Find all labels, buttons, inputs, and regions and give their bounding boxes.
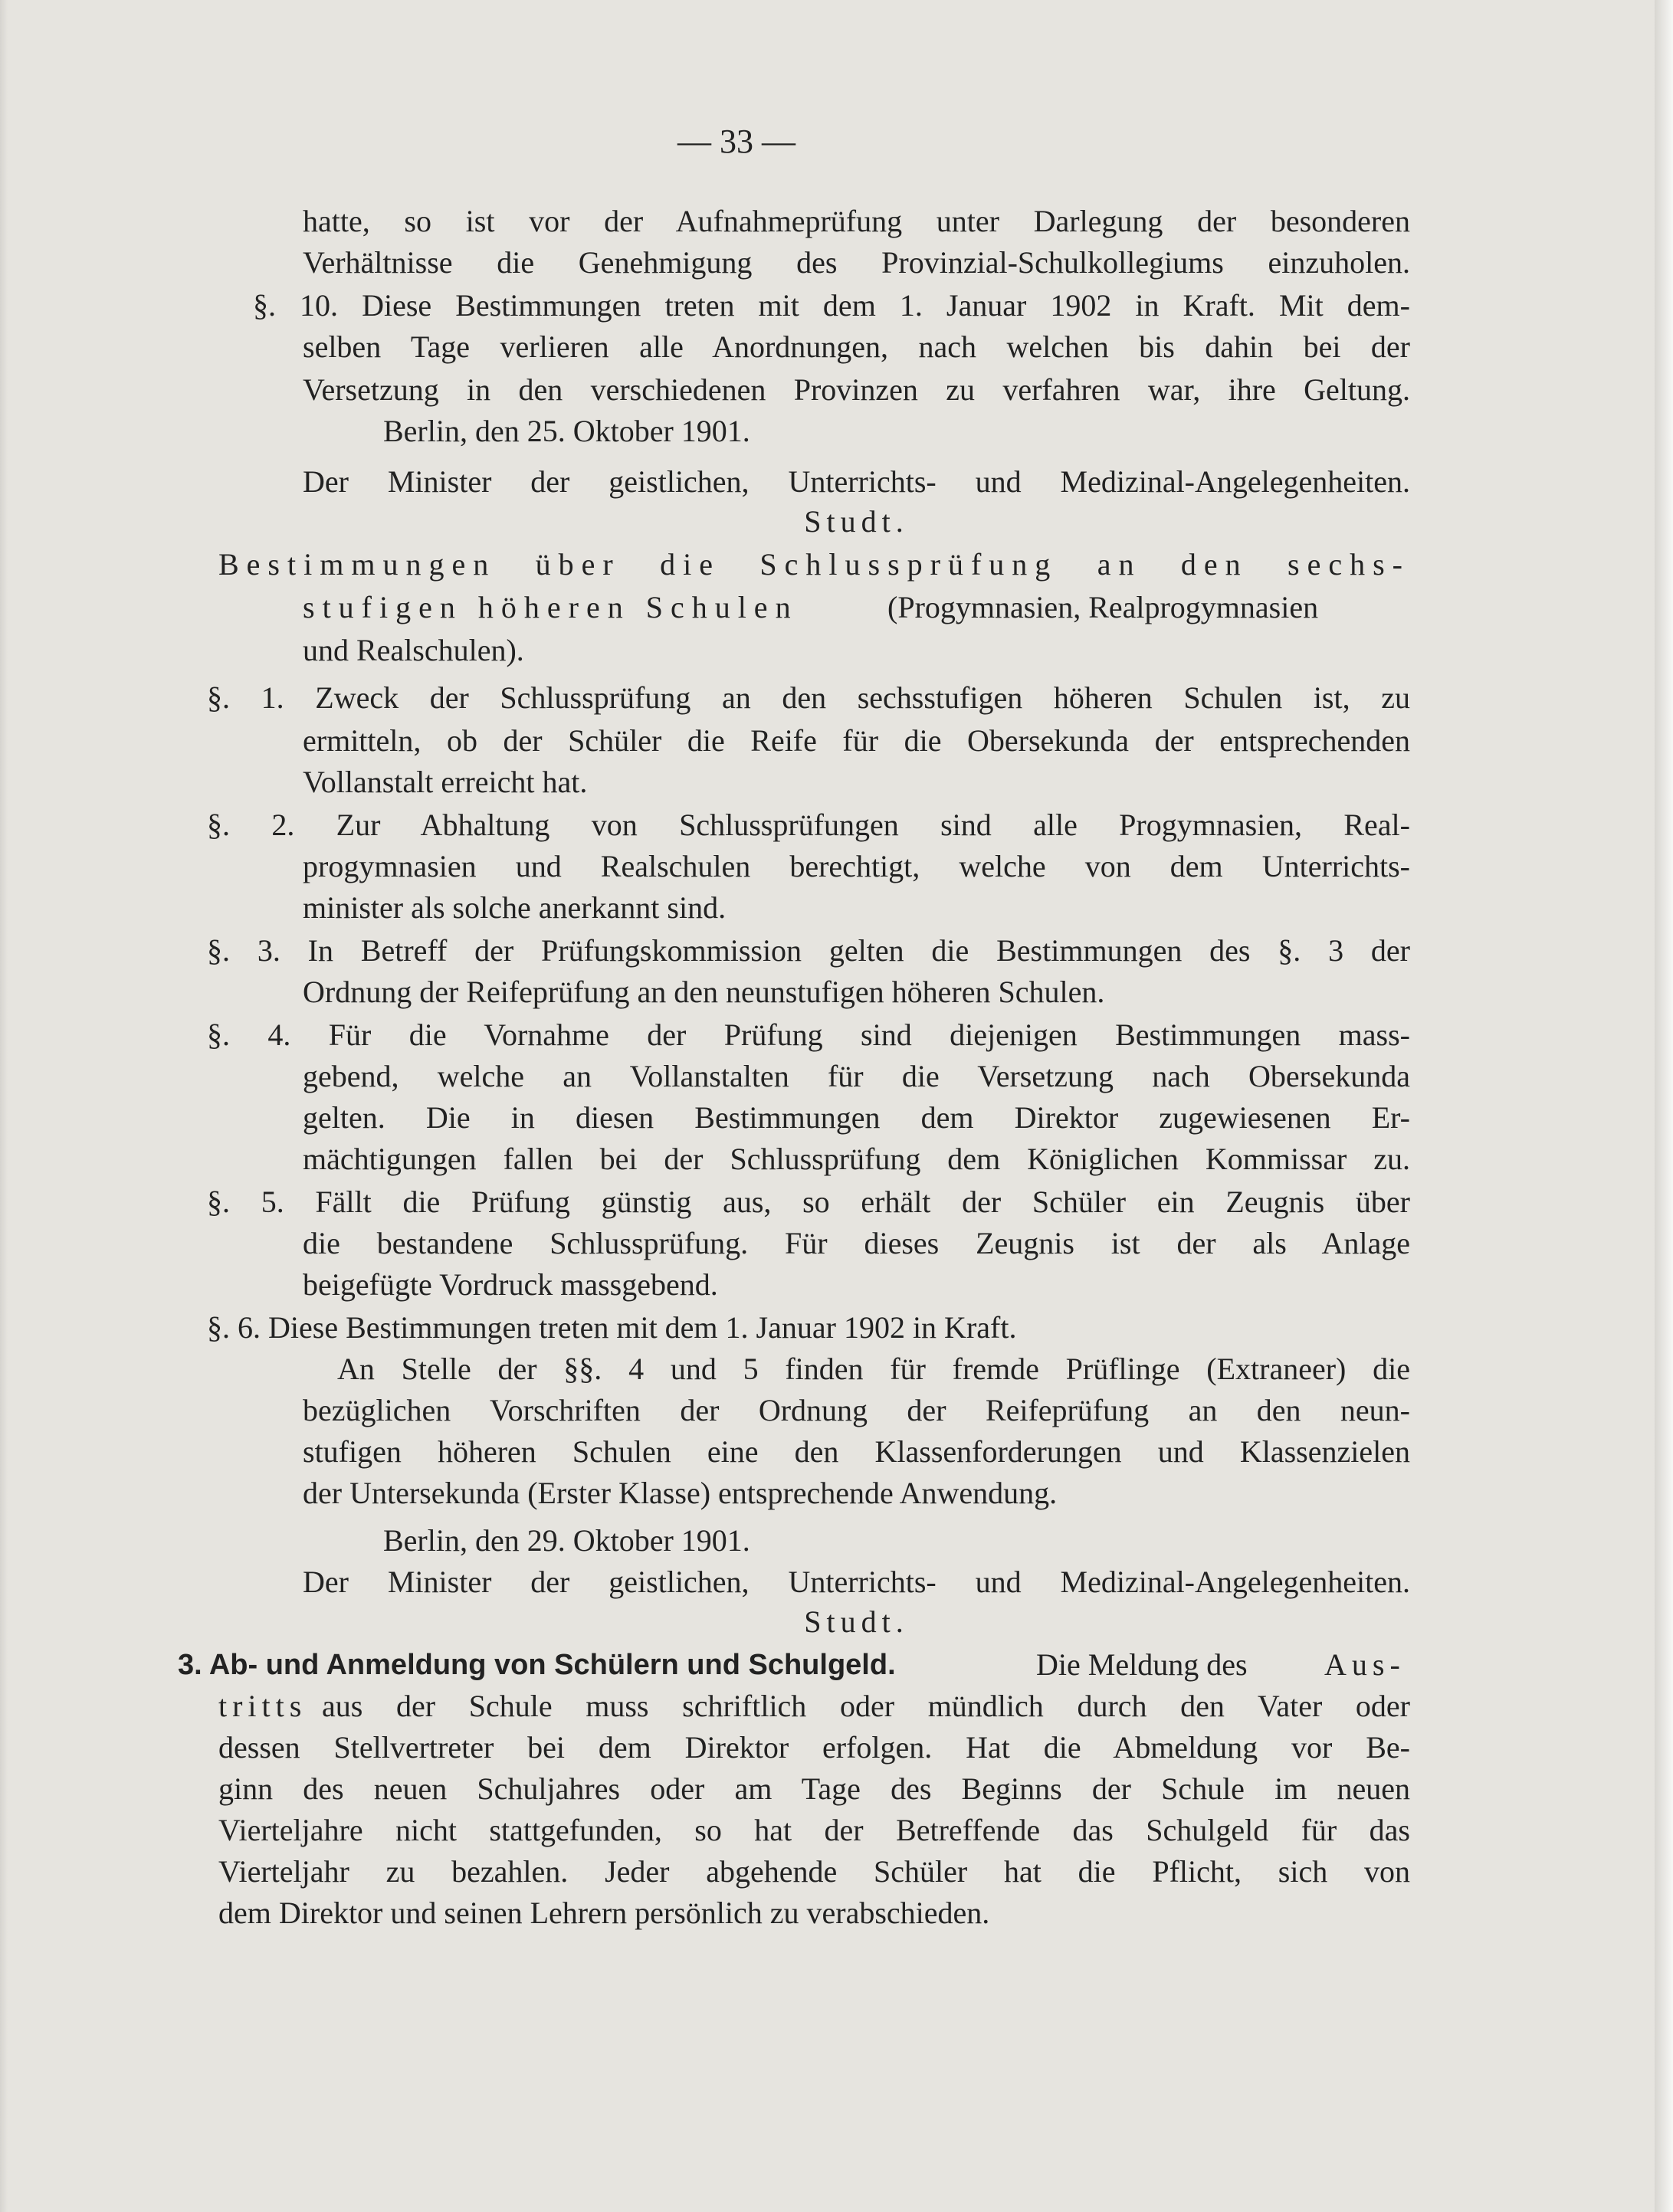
page-right-edge — [1655, 0, 1673, 2212]
signature-name: Studt. — [804, 504, 909, 539]
paragraph-line: ginn des neuen Schuljahres oder am Tage des Beginns der Schule im neuen — [218, 1771, 1410, 1806]
signature-date: Berlin, den 29. Oktober 1901. — [383, 1523, 750, 1558]
text-line: §. 10. Diese Bestimmungen treten mit dem 1. Januar 1902 in Kraft. Mit dem- — [253, 288, 1410, 323]
paragraph-line: mächtigungen fallen bei der Schlussprüfung dem Königlichen Kommissar zu. — [303, 1142, 1410, 1176]
text-line: Versetzung in den verschiedenen Provinzen zu verfahren war, ihre Geltung. — [303, 372, 1410, 407]
paragraph-line: Vollanstalt erreicht hat. — [303, 765, 588, 799]
text-line: selben Tage verlieren alle Anordnungen, nach welchen bis dahin bei der — [303, 329, 1410, 364]
paragraph-line: Die Meldung des — [1036, 1647, 1248, 1682]
text-line: hatte, so ist vor der Aufnahmeprüfung unter Darlegung der besonderen — [303, 204, 1410, 238]
paragraph-line: Vierteljahr zu bezahlen. Jeder abgehende Schüler hat die Pflicht, sich von — [218, 1854, 1410, 1889]
paragraph-line: stufigen höheren Schulen eine den Klassenforderungen und Klassenzielen — [303, 1434, 1410, 1469]
paragraph-line: tritts — [218, 1689, 307, 1723]
paragraph-line: An Stelle der §§. 4 und 5 finden für fremde Prüflinge (Extraneer) die — [337, 1352, 1410, 1386]
paragraph-line: gebend, welche an Vollanstalten für die Versetzung nach Obersekunda — [303, 1059, 1410, 1093]
signature-title: Der Minister der geistlichen, Unterrichts- und Medizinal-Angelegenheiten. — [303, 464, 1410, 499]
signature-name: Studt. — [804, 1604, 909, 1639]
page-number: — 33 — — [677, 123, 795, 160]
paragraph-line: beigefügte Vordruck massgebend. — [303, 1267, 718, 1302]
paragraph-line: der Untersekunda (Erster Klasse) entsprechende Anwendung. — [303, 1476, 1058, 1510]
paragraph-line: Aus- — [1324, 1647, 1406, 1682]
paragraph-line: Ordnung der Reifeprüfung an den neunstufigen höheren Schulen. — [303, 975, 1105, 1009]
paragraph-line: §. 3. In Betreff der Prüfungskommission gelten die Bestimmungen des §. 3 der — [207, 933, 1410, 968]
section-heading: Bestimmungen über die Schlussprüfung an den sechs- — [218, 547, 1410, 582]
section-heading-continued: (Progymnasien, Realprogymnasien — [887, 590, 1319, 624]
paragraph-line: minister als solche anerkannt sind. — [303, 890, 727, 925]
signature-date: Berlin, den 25. Oktober 1901. — [383, 414, 750, 448]
paragraph-line: Vierteljahre nicht stattgefunden, so hat der Betreffende das Schulgeld für das — [218, 1813, 1410, 1847]
page-left-edge — [0, 0, 8, 2212]
paragraph-line: progymnasien und Realschulen berechtigt, welche von dem Unterrichts- — [303, 849, 1410, 883]
signature-title: Der Minister der geistlichen, Unterrichts- und Medizinal-Angelegenheiten. — [303, 1565, 1410, 1599]
paragraph-line: ermitteln, ob der Schüler die Reife für die Obersekunda der entsprechenden — [303, 723, 1410, 758]
paragraph-line: §. 2. Zur Abhaltung von Schlussprüfungen sind alle Progymnasien, Real- — [207, 808, 1410, 842]
paragraph-line: §. 1. Zweck der Schlussprüfung an den sechsstufigen höheren Schulen ist, zu — [207, 680, 1410, 715]
section-heading: stufigen höheren Schulen — [303, 590, 799, 624]
text-line: Verhältnisse die Genehmigung des Provinzial-Schulkollegiums einzuholen. — [303, 245, 1410, 280]
paragraph-line: aus der Schule muss schriftlich oder mündlich durch den Vater oder — [322, 1689, 1410, 1723]
paragraph-line: dessen Stellvertreter bei dem Direktor erfolgen. Hat die Abmeldung vor Be- — [218, 1730, 1410, 1765]
paragraph-line: dem Direktor und seinen Lehrern persönlich zu verabschieden. — [218, 1896, 990, 1930]
paragraph-line: §. 4. Für die Vornahme der Prüfung sind diejenigen Bestimmungen mass- — [207, 1018, 1410, 1052]
paragraph-line: bezüglichen Vorschriften der Ordnung der Reifeprüfung an den neun- — [303, 1393, 1410, 1427]
section-3-heading: 3. Ab- und Anmeldung von Schülern und Schulgeld. — [178, 1649, 896, 1681]
section-heading-end: und Realschulen). — [303, 633, 524, 667]
paragraph-line: gelten. Die in diesen Bestimmungen dem Direktor zugewiesenen Er- — [303, 1100, 1410, 1135]
paragraph-line: die bestandene Schlussprüfung. Für dieses Zeugnis ist der als Anlage — [303, 1226, 1410, 1260]
paragraph-line: §. 6. Diese Bestimmungen treten mit dem 1. Januar 1902 in Kraft. — [207, 1310, 1017, 1345]
paragraph-line: §. 5. Fällt die Prüfung günstig aus, so erhält der Schüler ein Zeugnis über — [207, 1185, 1410, 1219]
